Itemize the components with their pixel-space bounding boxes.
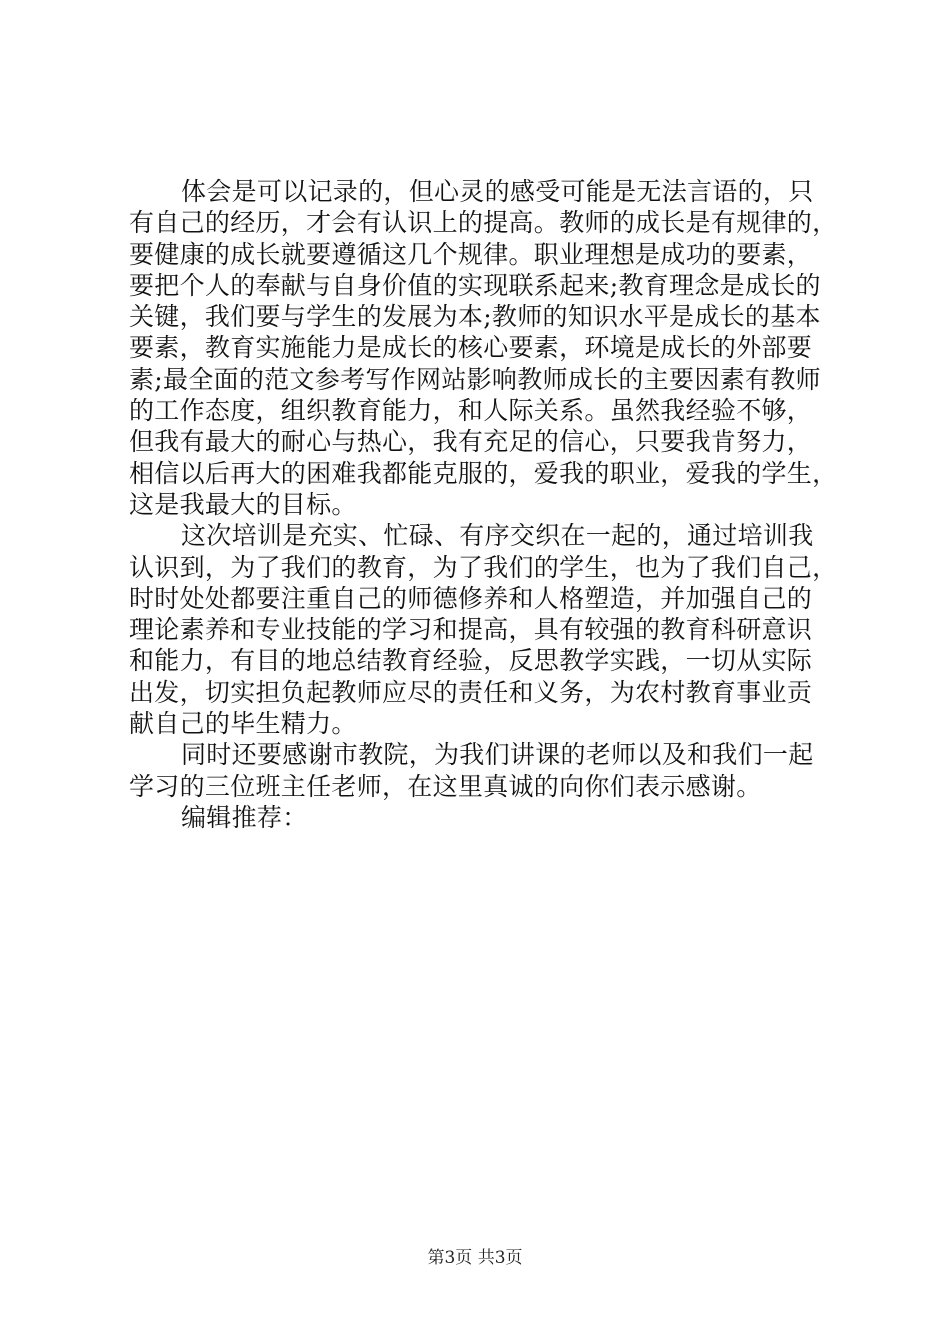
text-line: 这是我最大的目标。	[129, 489, 357, 519]
text-line: 编辑推荐：	[181, 802, 308, 832]
text-line: 和能力，有目的地总结教育经验，反思教学实践，一切从实际	[129, 646, 813, 676]
document-body	[129, 176, 838, 833]
text-line: 这次培训是充实、忙碌、有序交织在一起的，通过培训我	[181, 521, 814, 551]
page-number-footer: 第3页 共3页	[427, 1248, 523, 1268]
text-line: 体会是可以记录的，但心灵的感受可能是无法言语的，只	[181, 177, 814, 206]
text-line: 学习的三位班主任老师，在这里真诚的向你们表示感谢。	[129, 771, 762, 801]
text-line: 要健康的成长就要遵循这几个规律。职业理想是成功的要素，	[129, 239, 813, 269]
text-line: 认识到，为了我们的教育，为了我们的学生，也为了我们自己，	[129, 552, 838, 582]
text-line: 但我有最大的耐心与热心，我有充足的信心，只要我肯努力，	[129, 427, 813, 457]
text-line: 要素，教育实施能力是成长的核心要素，环境是成长的外部要	[129, 333, 813, 363]
text-line: 素;最全面的范文参考写作网站影响教师成长的主要因素有教师	[129, 364, 821, 394]
text-line: 相信以后再大的困难我都能克服的，爱我的职业，爱我的学生，	[129, 458, 838, 488]
text-line: 同时还要感谢市教院，为我们讲课的老师以及和我们一起	[181, 740, 814, 770]
text-line: 理论素养和专业技能的学习和提高，具有较强的教育科研意识	[129, 615, 813, 645]
text-line: 献自己的毕生精力。	[129, 709, 357, 739]
text-line: 要把个人的奉献与自身价值的实现联系起来;教育理念是成长的	[129, 270, 821, 300]
text-line: 的工作态度，组织教育能力，和人际关系。虽然我经验不够，	[129, 396, 813, 426]
text-line: 有自己的经历，才会有认识上的提高。教师的成长是有规律的，	[129, 208, 838, 238]
text-line: 关键，我们要与学生的发展为本;教师的知识水平是成长的基本	[129, 302, 821, 332]
text-line: 出发，切实担负起教师应尽的责任和义务，为农村教育事业贡	[129, 677, 813, 707]
text-line: 时时处处都要注重自己的师德修养和人格塑造，并加强自己的	[129, 583, 813, 613]
